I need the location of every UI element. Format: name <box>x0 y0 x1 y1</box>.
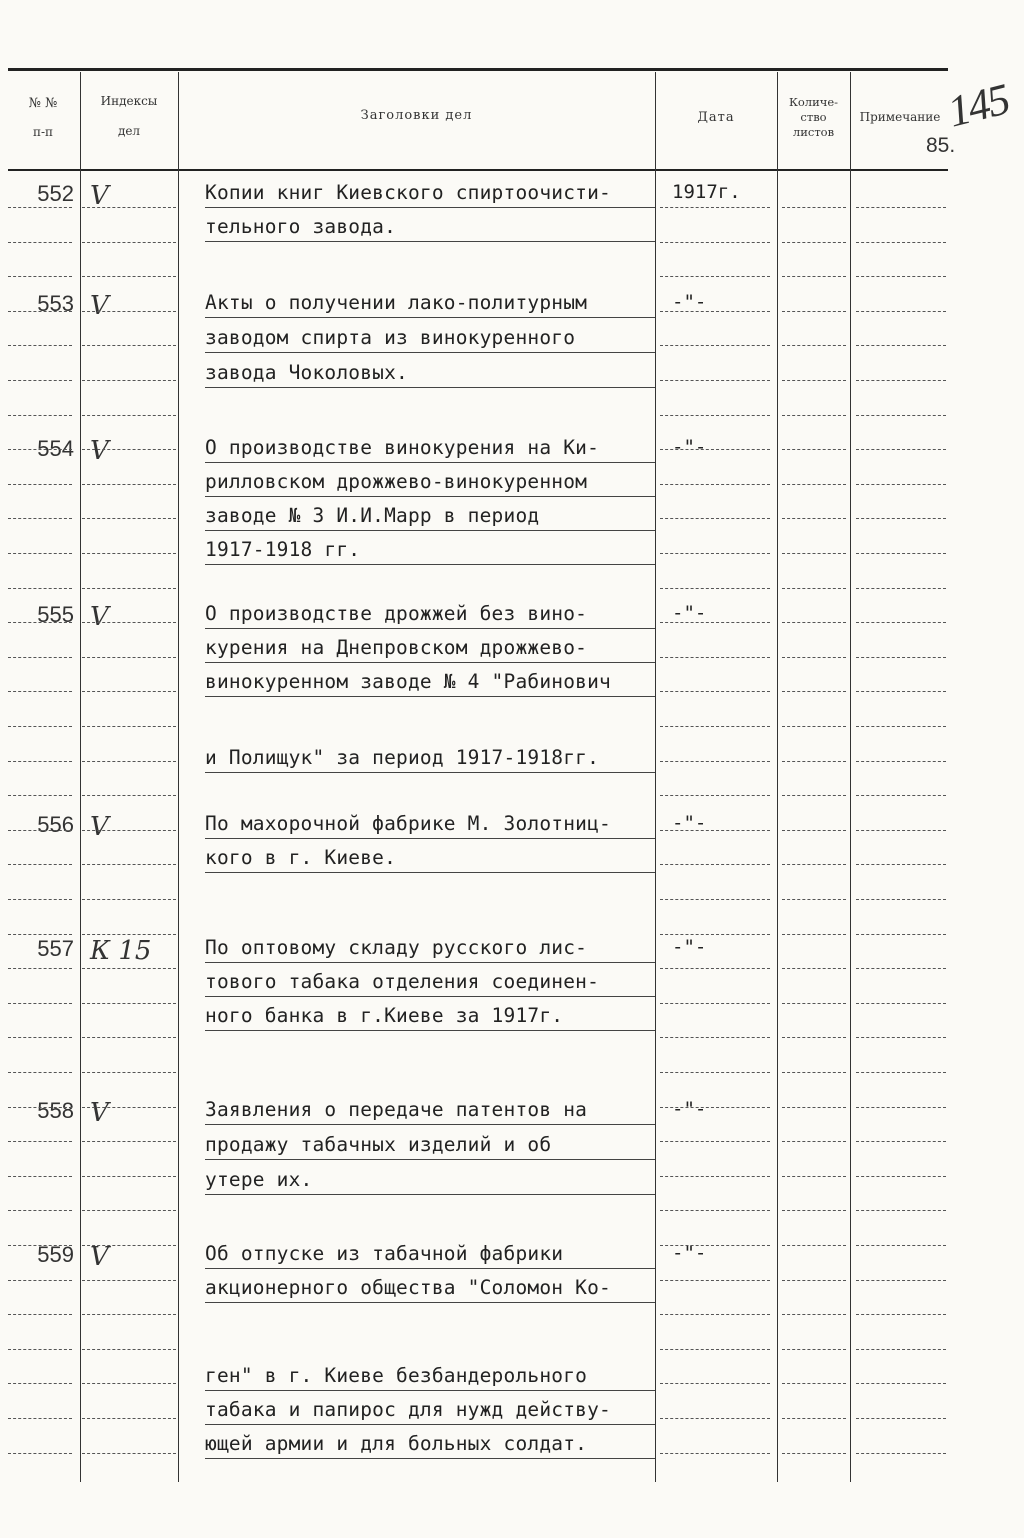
text-underline <box>205 662 655 663</box>
ledger-line <box>82 1453 176 1454</box>
ledger-line <box>8 726 72 727</box>
ledger-line <box>8 449 72 450</box>
ledger-line <box>8 1210 72 1211</box>
ledger-line <box>82 1349 176 1350</box>
header-rule <box>8 169 948 171</box>
ledger-line <box>660 1210 770 1211</box>
ledger-line <box>82 207 176 208</box>
entry-date: -"- <box>672 1098 707 1120</box>
entry-title-line: тового табака отделения соединен- <box>205 970 600 993</box>
col-rule-date <box>655 72 656 1482</box>
ledger-line <box>856 934 946 935</box>
entry-number: 557 <box>37 936 74 961</box>
entry-title-line: тельного завода. <box>205 215 397 238</box>
ledger-line <box>856 1349 946 1350</box>
ledger-line <box>82 380 176 381</box>
ledger-line <box>782 1141 846 1142</box>
entry-number: 555 <box>37 602 74 627</box>
entry-date: -"- <box>672 602 707 624</box>
stamped-page-number: 85. <box>926 134 956 157</box>
ledger-line <box>8 657 72 658</box>
ledger-line <box>856 588 946 589</box>
ledger-line <box>660 311 770 312</box>
ledger-line <box>782 795 846 796</box>
header-num: № № п-п <box>28 96 58 139</box>
ledger-line <box>856 968 946 969</box>
ledger-line <box>660 968 770 969</box>
ledger-line <box>856 1141 946 1142</box>
ledger-line <box>82 484 176 485</box>
text-underline <box>205 1124 655 1125</box>
ledger-line <box>782 484 846 485</box>
ledger-line <box>82 1176 176 1177</box>
top-rule <box>8 68 948 71</box>
ledger-line <box>856 276 946 277</box>
ledger-line <box>8 1141 72 1142</box>
ledger-line <box>660 934 770 935</box>
ledger-line <box>8 864 72 865</box>
ledger-line <box>82 1003 176 1004</box>
entry-title-line: курения на Днепровском дрожжево- <box>205 636 588 659</box>
ledger-line <box>856 1383 946 1384</box>
ledger-line <box>8 1176 72 1177</box>
ledger-line <box>660 1245 770 1246</box>
ledger-line <box>82 345 176 346</box>
ledger-line <box>782 1037 846 1038</box>
ledger-line <box>660 1349 770 1350</box>
header-note: Примечание <box>859 110 941 124</box>
ledger-line <box>82 899 176 900</box>
ledger-line <box>8 1314 72 1315</box>
ledger-line <box>8 345 72 346</box>
entry-title-line: табака и папирос для нужд действу- <box>205 1398 611 1421</box>
ledger-line <box>660 761 770 762</box>
ledger-line <box>82 1072 176 1073</box>
ledger-line <box>856 242 946 243</box>
entry-title-line: Заявления о передаче патентов на <box>205 1098 588 1121</box>
ledger-line <box>660 518 770 519</box>
ledger-line <box>782 830 846 831</box>
ledger-line <box>82 588 176 589</box>
entry-title-line: продажу табачных изделий и об <box>205 1133 552 1156</box>
ledger-line <box>856 1037 946 1038</box>
check-mark: V <box>90 602 109 632</box>
text-underline <box>205 241 655 242</box>
text-underline <box>205 696 655 697</box>
ledger-line <box>660 864 770 865</box>
ledger-line <box>856 484 946 485</box>
ledger-line <box>856 1314 946 1315</box>
ledger-line <box>8 518 72 519</box>
ledger-line <box>856 1176 946 1177</box>
ledger-line <box>8 795 72 796</box>
entry-number: 554 <box>37 436 74 461</box>
ledger-line <box>856 761 946 762</box>
ledger-line <box>8 311 72 312</box>
text-underline <box>205 996 655 997</box>
ledger-line <box>8 553 72 554</box>
entry-number: 553 <box>37 291 74 316</box>
ledger-line <box>82 795 176 796</box>
header-title: Заголовки дел <box>360 108 473 123</box>
ledger-line <box>8 1383 72 1384</box>
ledger-line <box>782 1280 846 1281</box>
ledger-line <box>782 864 846 865</box>
entry-title-line: ющей армии и для больных солдат. <box>205 1432 588 1455</box>
ledger-line <box>856 795 946 796</box>
ledger-line <box>8 415 72 416</box>
ledger-line <box>8 242 72 243</box>
ledger-line <box>782 657 846 658</box>
text-underline <box>205 1194 655 1195</box>
ledger-line <box>660 657 770 658</box>
ledger-line <box>782 1245 846 1246</box>
ledger-line <box>782 518 846 519</box>
ledger-line <box>82 415 176 416</box>
text-underline <box>205 628 655 629</box>
ledger-line <box>82 622 176 623</box>
ledger-line <box>782 553 846 554</box>
ledger-line <box>856 622 946 623</box>
entry-title-line: ного банка в г.Киеве за 1917г. <box>205 1004 564 1027</box>
ledger-line <box>782 1003 846 1004</box>
ledger-line <box>660 276 770 277</box>
ledger-line <box>856 691 946 692</box>
ledger-line <box>660 1383 770 1384</box>
ledger-line <box>660 553 770 554</box>
entry-title-line: акционерного общества "Соломон Ко- <box>205 1276 611 1299</box>
ledger-line <box>782 1072 846 1073</box>
entry-date: 1917г. <box>672 181 741 203</box>
ledger-line <box>8 622 72 623</box>
ledger-line <box>8 1245 72 1246</box>
ledger-line <box>660 1418 770 1419</box>
ledger-line <box>782 415 846 416</box>
ledger-line <box>8 968 72 969</box>
ledger-line <box>782 1383 846 1384</box>
text-underline <box>205 1458 655 1459</box>
header-index: Индексы дел <box>100 94 158 138</box>
ledger-line <box>660 795 770 796</box>
ledger-line <box>856 449 946 450</box>
ledger-line <box>660 1314 770 1315</box>
col-rule-count <box>777 72 778 1482</box>
entry-title-line: винокуренном заводе № 4 "Рабинович <box>205 670 611 693</box>
ledger-line <box>856 1418 946 1419</box>
ledger-line <box>660 207 770 208</box>
ledger-line <box>856 380 946 381</box>
entry-title-line: О производстве винокурения на Ки- <box>205 436 600 459</box>
ledger-line <box>82 518 176 519</box>
ledger-line <box>856 553 946 554</box>
entry-title-line: Копии книг Киевского спиртоочисти- <box>205 181 611 204</box>
col-rule-note <box>850 72 851 1482</box>
text-underline <box>205 462 655 463</box>
ledger-line <box>82 1107 176 1108</box>
ledger-line <box>82 934 176 935</box>
ledger-line <box>8 484 72 485</box>
entry-title-line: кого в г. Киеве. <box>205 846 397 869</box>
ledger-line <box>660 1176 770 1177</box>
header-count: Количе- ство листов <box>788 95 839 139</box>
ledger-line <box>856 1003 946 1004</box>
ledger-line <box>856 415 946 416</box>
ledger-line <box>82 553 176 554</box>
text-underline <box>205 962 655 963</box>
ledger-line <box>660 691 770 692</box>
ledger-line <box>660 1003 770 1004</box>
entry-date: -"- <box>672 436 707 458</box>
ledger-line <box>782 588 846 589</box>
ledger-line <box>8 899 72 900</box>
text-underline <box>205 207 655 208</box>
text-underline <box>205 1159 655 1160</box>
ledger-line <box>856 830 946 831</box>
ledger-line <box>660 1072 770 1073</box>
ledger-line <box>82 1280 176 1281</box>
ledger-line <box>82 1141 176 1142</box>
ledger-line <box>82 1210 176 1211</box>
ledger-line <box>82 1245 176 1246</box>
text-underline <box>205 530 655 531</box>
ledger-line <box>8 1072 72 1073</box>
ledger-line <box>8 207 72 208</box>
text-underline <box>205 1030 655 1031</box>
text-underline <box>205 1268 655 1269</box>
text-underline <box>205 1424 655 1425</box>
text-underline <box>205 1302 655 1303</box>
ledger-line <box>82 761 176 762</box>
ledger-line <box>660 449 770 450</box>
ledger-line <box>782 345 846 346</box>
ledger-line <box>856 345 946 346</box>
ledger-line <box>82 657 176 658</box>
entry-date: -"- <box>672 291 707 313</box>
ledger-line <box>82 311 176 312</box>
text-underline <box>205 317 655 318</box>
ledger-line <box>82 968 176 969</box>
ledger-line <box>82 1383 176 1384</box>
entry-number: 559 <box>37 1242 74 1267</box>
text-underline <box>205 564 655 565</box>
ledger-line <box>782 1418 846 1419</box>
handwritten-page-number: 145 <box>942 74 1014 137</box>
ledger-line <box>82 830 176 831</box>
ledger-line <box>82 1418 176 1419</box>
entry-title-line: завода Чоколовых. <box>205 361 408 384</box>
ledger-line <box>660 1280 770 1281</box>
check-mark: К 15 <box>90 936 152 966</box>
ledger-line <box>660 899 770 900</box>
entry-title-line: заводом спирта из винокуренного <box>205 326 576 349</box>
ledger-line <box>782 207 846 208</box>
ledger-line <box>8 380 72 381</box>
entry-title-line: Об отпуске из табачной фабрики <box>205 1242 564 1265</box>
ledger-line <box>782 311 846 312</box>
ledger-line <box>8 1453 72 1454</box>
ledger-line <box>782 1210 846 1211</box>
ledger-line <box>660 830 770 831</box>
entry-title-line: По махорочной фабрике М. Золотниц- <box>205 812 611 835</box>
ledger-line <box>856 726 946 727</box>
text-underline <box>205 772 655 773</box>
text-underline <box>205 496 655 497</box>
ledger-line <box>660 415 770 416</box>
header-date: Дата <box>697 110 735 125</box>
ledger-line <box>856 899 946 900</box>
ledger-line <box>660 1107 770 1108</box>
entry-title-line: По оптовому складу русского лис- <box>205 936 588 959</box>
ledger-line <box>782 380 846 381</box>
entry-number: 556 <box>37 812 74 837</box>
ledger-line <box>8 276 72 277</box>
check-mark: V <box>90 181 109 211</box>
ledger-line <box>782 726 846 727</box>
check-mark: V <box>90 1242 109 1272</box>
ledger-line <box>782 934 846 935</box>
entry-title-line: утере их. <box>205 1168 313 1191</box>
ledger-line <box>8 761 72 762</box>
ledger-line <box>660 1037 770 1038</box>
ledger-line <box>856 1210 946 1211</box>
ledger-line <box>8 830 72 831</box>
ledger-line <box>856 518 946 519</box>
ledger-line <box>856 1280 946 1281</box>
check-mark: V <box>90 436 109 466</box>
check-mark: V <box>90 1098 109 1128</box>
ledger-line <box>660 484 770 485</box>
ledger-line <box>856 1453 946 1454</box>
ledger-line <box>782 1107 846 1108</box>
ledger-line <box>856 311 946 312</box>
ledger-line <box>782 761 846 762</box>
ledger-line <box>8 588 72 589</box>
ledger-line <box>782 449 846 450</box>
col-rule-title <box>178 72 179 1482</box>
ledger-line <box>82 1037 176 1038</box>
ledger-line <box>660 380 770 381</box>
ledger-line <box>782 1176 846 1177</box>
ledger-line <box>8 1107 72 1108</box>
ledger-line <box>660 1141 770 1142</box>
entry-title-line: Акты о получении лако-политурным <box>205 291 588 314</box>
entry-number: 558 <box>37 1098 74 1123</box>
ledger-line <box>856 207 946 208</box>
entry-title-line: ген" в г. Киеве безбандерольного <box>205 1364 588 1387</box>
ledger-line <box>8 1037 72 1038</box>
ledger-line <box>660 242 770 243</box>
check-mark: V <box>90 291 109 321</box>
ledger-line <box>782 968 846 969</box>
ledger-line <box>856 1107 946 1108</box>
entry-number: 552 <box>37 181 74 206</box>
ledger-line <box>82 276 176 277</box>
entry-title-line: заводе № 3 И.И.Марр в период <box>205 504 540 527</box>
ledger-line <box>856 864 946 865</box>
ledger-line <box>782 276 846 277</box>
ledger-line <box>856 1245 946 1246</box>
ledger-line <box>82 449 176 450</box>
ledger-line <box>782 622 846 623</box>
ledger-line <box>782 691 846 692</box>
ledger-line <box>82 726 176 727</box>
text-underline <box>205 838 655 839</box>
ledger-line <box>782 1453 846 1454</box>
entry-title-line: и Полищук" за период 1917-1918гг. <box>205 746 600 769</box>
ledger-line <box>8 691 72 692</box>
check-mark: V <box>90 812 109 842</box>
ledger-line <box>782 242 846 243</box>
entry-date: -"- <box>672 1242 707 1264</box>
entry-title-line: рилловском дрожжево-винокуренном <box>205 470 588 493</box>
ledger-line <box>8 1003 72 1004</box>
ledger-line <box>782 1349 846 1350</box>
ledger-line <box>82 242 176 243</box>
text-underline <box>205 352 655 353</box>
ledger-line <box>782 899 846 900</box>
text-underline <box>205 872 655 873</box>
entry-title-line: О производстве дрожжей без вино- <box>205 602 588 625</box>
ledger-line <box>660 622 770 623</box>
ledger-line <box>82 1314 176 1315</box>
ledger-line <box>8 1418 72 1419</box>
entry-title-line: 1917-1918 гг. <box>205 538 361 561</box>
text-underline <box>205 387 655 388</box>
ledger-line <box>82 691 176 692</box>
ledger-line <box>782 1314 846 1315</box>
entry-date: -"- <box>672 812 707 834</box>
ledger-line <box>8 1280 72 1281</box>
col-rule-index <box>80 72 81 1482</box>
text-underline <box>205 1390 655 1391</box>
ledger-line <box>856 657 946 658</box>
entry-date: -"- <box>672 936 707 958</box>
ledger-line <box>660 588 770 589</box>
ledger-line <box>82 864 176 865</box>
ledger-line <box>8 1349 72 1350</box>
ledger-line <box>660 345 770 346</box>
ledger-line <box>8 934 72 935</box>
ledger-line <box>856 1072 946 1073</box>
ledger-line <box>660 1453 770 1454</box>
ledger-line <box>660 726 770 727</box>
